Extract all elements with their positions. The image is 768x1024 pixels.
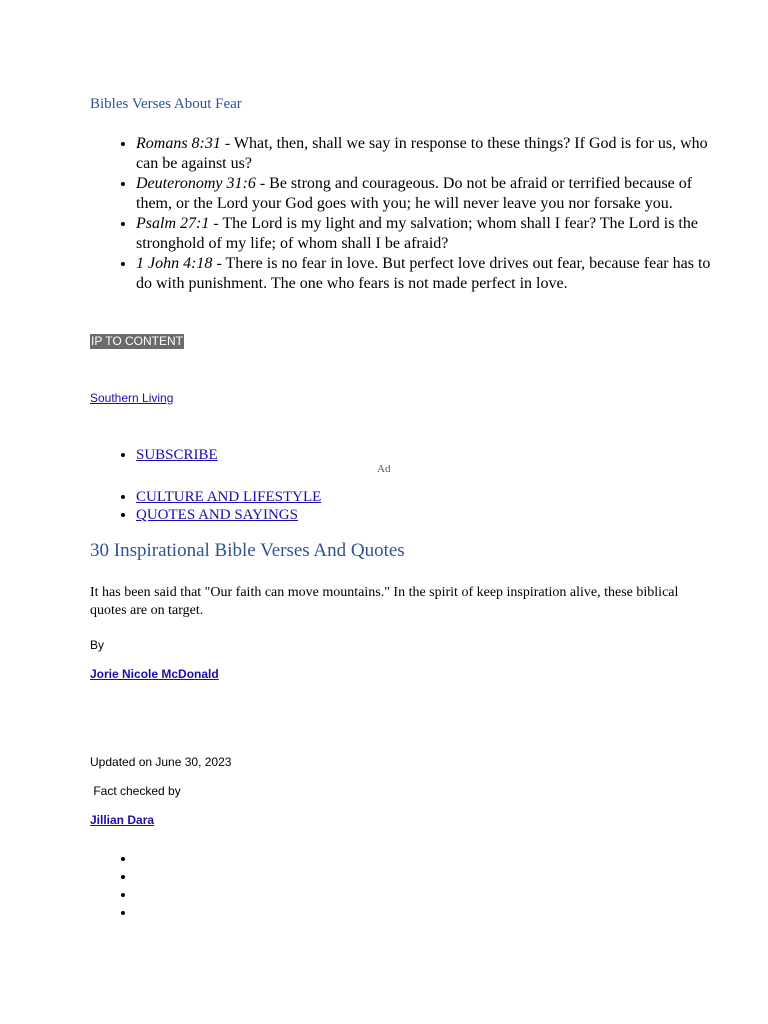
breadcrumb-quotes-link[interactable]: QUOTES AND SAYINGS bbox=[136, 507, 298, 523]
verse-reference: Psalm 27:1 bbox=[136, 215, 210, 232]
verse-text: - There is no fear in love. But perfect love drives out fear, because fear has to do with punishment. The one who fears is not made perfect in love. bbox=[136, 255, 711, 292]
list-item bbox=[136, 446, 218, 464]
list-item bbox=[136, 134, 726, 174]
verse-reference: Deuteronomy 31:6 bbox=[136, 175, 256, 192]
list-item bbox=[136, 506, 321, 524]
subscribe-link[interactable]: SUBSCRIBE bbox=[136, 447, 218, 463]
article-subtitle: It has been said that "Our faith can move mountains." In the spirit of keep inspiration alive, these biblical quotes are on target. bbox=[90, 585, 679, 618]
breadcrumb bbox=[90, 488, 321, 524]
verse-reference: 1 John 4:18 bbox=[136, 255, 213, 272]
verse-text: - What, then, shall we say in response to these things? If God is for us, who can be against us? bbox=[136, 135, 708, 172]
updated-date: Updated on June 30, 2023 bbox=[90, 755, 232, 769]
verse-reference: Romans 8:31 bbox=[136, 135, 221, 152]
verse-text: - The Lord is my light and my salvation; whom shall I fear? The Lord is the stronghold of my life; of whom shall I be afraid? bbox=[136, 215, 698, 252]
article-title: 30 Inspirational Bible Verses And Quotes bbox=[90, 540, 405, 561]
fact-checked-label: Fact checked by bbox=[90, 784, 181, 798]
list-item bbox=[136, 254, 726, 294]
byline-label: By bbox=[90, 638, 105, 652]
author-link[interactable]: Jorie Nicole McDonald bbox=[90, 667, 219, 681]
subscribe-list bbox=[90, 446, 218, 464]
ad-label: Ad bbox=[377, 463, 391, 475]
verse-text: - Be strong and courageous. Do not be afraid or terrified because of them, or the Lord your God goes with you; he will never leave you nor forsake you. bbox=[136, 175, 693, 212]
empty-list bbox=[90, 850, 136, 922]
verse-list bbox=[90, 134, 726, 294]
section-heading: Bibles Verses About Fear bbox=[90, 96, 242, 112]
skip-to-content-link[interactable]: IP TO CONTENT bbox=[91, 334, 184, 348]
list-item bbox=[136, 488, 321, 506]
list-item bbox=[136, 174, 726, 214]
list-item bbox=[136, 214, 726, 254]
brand-link[interactable]: Southern Living bbox=[90, 391, 174, 405]
fact-checker-link[interactable]: Jillian Dara bbox=[90, 813, 155, 827]
breadcrumb-culture-link[interactable]: CULTURE AND LIFESTYLE bbox=[136, 489, 322, 505]
